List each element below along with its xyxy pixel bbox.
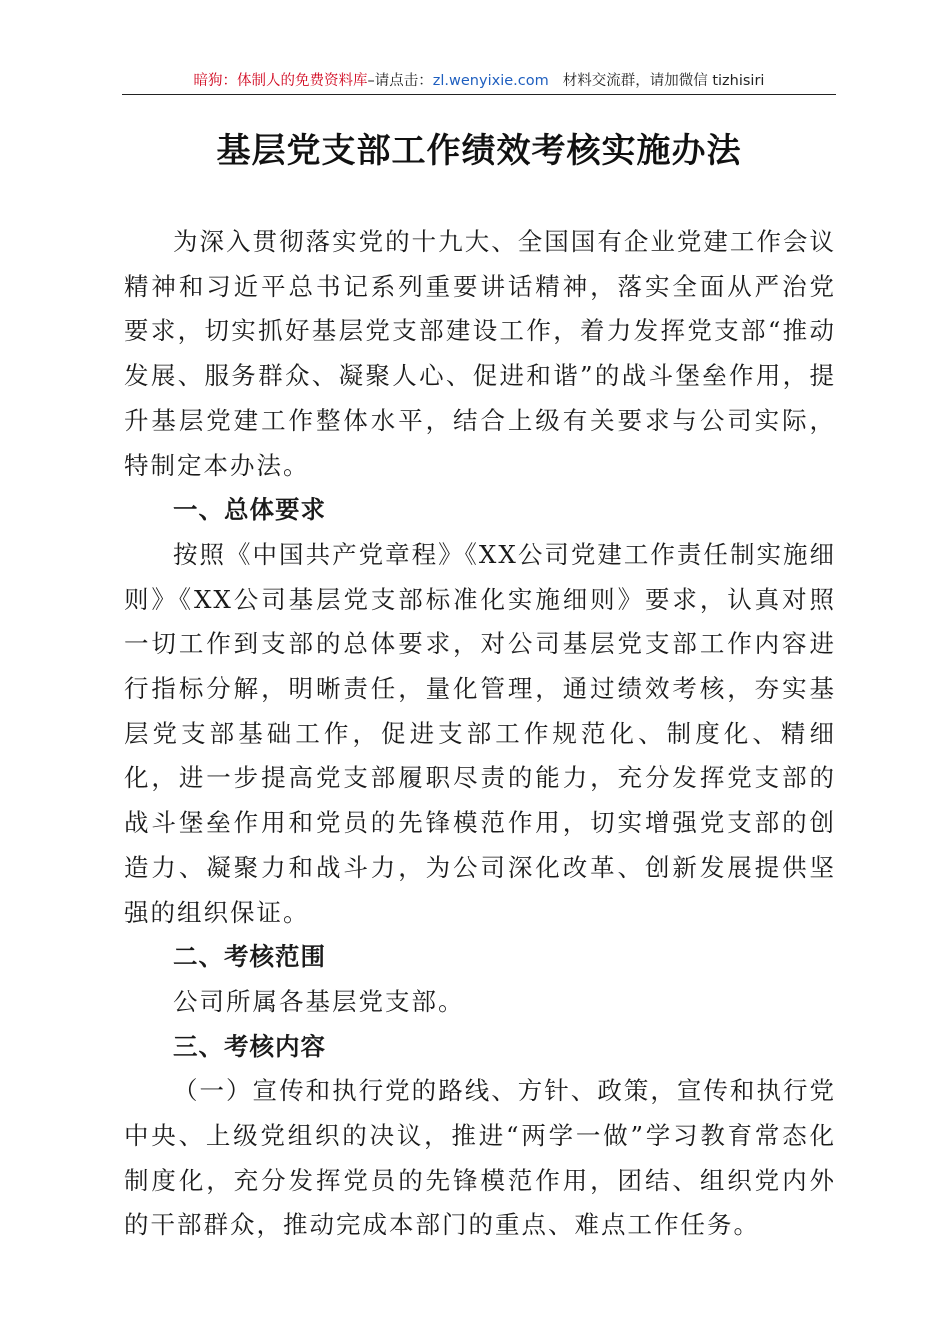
document-title: 基层党支部工作绩效考核实施办法 xyxy=(216,131,742,171)
document-body xyxy=(124,220,836,1248)
header-click-label: –请点击： xyxy=(367,73,433,89)
page-header xyxy=(122,70,836,95)
header-contact: 材料交流群，请加微信 tizhisiri xyxy=(562,73,765,89)
general-requirements-paragraph: 按照《中国共产党章程》《XX公司党建工作责任制实施细则》《XX公司基层党支部标准化实施细则》要求，认真对照一切工作到支部的总体要求，对公司基层党支部工作内容进行指标分解，明晰责任，量化管理，通过绩效考核，夯实基层党支部基础工作，促进支部工作规范化、制度化、精细化，进一步提高党支部履职尽责的能力，充分发挥党支部的战斗堡垒作用和党员的先锋模范作用，切实增强党支部的创造力、凝聚力和战斗力，为公司深化改革、创新发展提供坚强的组织保证。 xyxy=(124,539,836,927)
content-item-1: （一）宣传和执行党的路线、方针、政策，宣传和执行党中央、上级党组织的决议，推进“两学一做”学习教育常态化制度化，充分发挥党员的先锋模范作用，团结、组织党内外的干部群众，推动完成本部门的重点、难点工作任务。 xyxy=(124,1076,836,1240)
section-heading-general: 一、总体要求 xyxy=(173,495,326,525)
section-heading-content: 三、考核内容 xyxy=(173,1031,326,1061)
section-heading-scope: 二、考核范围 xyxy=(173,942,326,972)
intro-paragraph: 为深入贯彻落实党的十九大、全国国有企业党建工作会议精神和习近平总书记系列重要讲话精神，落实全面从严治党要求，切实抓好基层党支部建设工作，着力发挥党支部“推动发展、服务群众、凝聚人心、促进和谐”的战斗堡垒作用，提升基层党建工作整体水平，结合上级有关要求与公司实际，特制定本办法。 xyxy=(124,227,836,480)
header-source: 暗狗：体制人的免费资料库 xyxy=(193,73,368,89)
scope-paragraph: 公司所属各基层党支部。 xyxy=(173,986,465,1016)
header-url-link[interactable]: zl.wenyixie.com xyxy=(432,73,549,89)
